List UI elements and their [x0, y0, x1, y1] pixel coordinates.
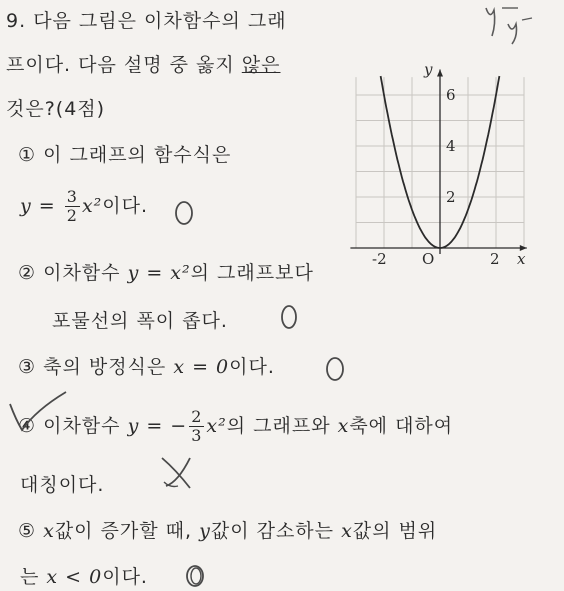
choice-1-fraction: $\frac{3}{2}$: [65, 188, 80, 225]
choice-4-marker: ④: [18, 415, 36, 437]
choice-1-formula: [20, 188, 148, 225]
choice-2-text: 이차함수: [43, 262, 120, 284]
choice-1-text: 이 그래프의 함수식은: [43, 144, 231, 166]
origin-label: O: [422, 250, 434, 268]
choice-4: [18, 408, 453, 445]
choice-5-cont: [20, 562, 148, 589]
parabola-graph: [350, 62, 530, 282]
question-line-2: [6, 50, 281, 77]
question-number: 9.: [6, 10, 26, 32]
choice-5: [18, 516, 437, 543]
y-tick-label: 6: [446, 86, 456, 104]
choice-4-text-d: 대칭이다.: [20, 474, 104, 496]
choice-4-fraction: $\frac{2}{3}$: [189, 408, 204, 445]
choice-2-text-c: 포물선의 폭이 좁다.: [52, 310, 228, 332]
choice-1-text-b: 이다.: [102, 195, 148, 217]
choice-1-marker: ①: [18, 144, 36, 166]
x-tick-label: -2: [372, 250, 387, 268]
choice-4-text: 이차함수: [43, 415, 120, 437]
question-line-1: [6, 6, 287, 33]
circle-mark-2: [278, 302, 300, 332]
choice-3-text: 축의 방정식은: [43, 356, 166, 378]
choice-2-marker: ②: [18, 262, 36, 284]
choice-3: [18, 352, 275, 379]
choice-1: [18, 140, 231, 167]
handwriting-scribble: [478, 0, 548, 50]
choice-3-math: x = 0: [173, 356, 229, 378]
circle-mark-3: [322, 354, 348, 384]
choice-5-math-c: x: [341, 520, 353, 542]
choice-4-cont: [20, 470, 104, 497]
choice-2: [18, 258, 314, 285]
question-text-3: 것은?(4점): [6, 98, 105, 120]
choice-2-math: y = x²: [128, 262, 191, 284]
choice-4-text-b: 의 그래프와: [227, 415, 331, 437]
graph-ticks: [372, 86, 500, 268]
choice-5-text-b: 값이 감소하는: [211, 520, 334, 542]
choice-2-text-b: 의 그래프보다: [191, 262, 314, 284]
choice-1-math-b: x²: [82, 195, 102, 217]
choice-4-text-c: 축에 대하여: [349, 415, 453, 437]
circle-mark-1: [172, 198, 198, 228]
choice-5-math: x: [43, 520, 55, 542]
x-tick-label: 2: [490, 250, 500, 268]
cross-mark: [156, 452, 200, 492]
y-tick-label: 4: [446, 137, 456, 155]
choice-5-math-d: x < 0: [46, 566, 102, 588]
circle-mark-4: [182, 561, 208, 591]
x-axis-label: x: [517, 250, 526, 268]
question-text-2: 프이다. 다음 설명 중 옳지: [6, 54, 242, 76]
choice-5-text: 값이 증가할 때,: [55, 520, 192, 542]
choice-4-math: y = −: [128, 415, 188, 437]
graph-axes: [350, 62, 526, 268]
choice-5-marker: ⑤: [18, 520, 36, 542]
question-text-1: 다음 그림은 이차함수의 그래: [33, 10, 286, 32]
question-underlined-word: 않은: [242, 54, 281, 76]
choice-5-text-e: 이다.: [102, 566, 148, 588]
choice-1-math: y =: [20, 195, 56, 217]
choice-4-math-c: x: [338, 415, 350, 437]
choice-4-math-b: x²: [206, 415, 226, 437]
y-tick-label: 2: [446, 188, 456, 206]
choice-5-text-d: 는: [20, 566, 39, 588]
question-line-3: [6, 94, 105, 121]
choice-2-cont: [52, 306, 228, 333]
y-axis-arrow: [437, 70, 443, 77]
choice-3-text-b: 이다.: [229, 356, 275, 378]
choice-3-marker: ③: [18, 356, 36, 378]
choice-5-text-c: 값의 범위: [353, 520, 437, 542]
choice-5-math-b: y: [199, 520, 211, 542]
y-axis-label: y: [423, 62, 433, 79]
